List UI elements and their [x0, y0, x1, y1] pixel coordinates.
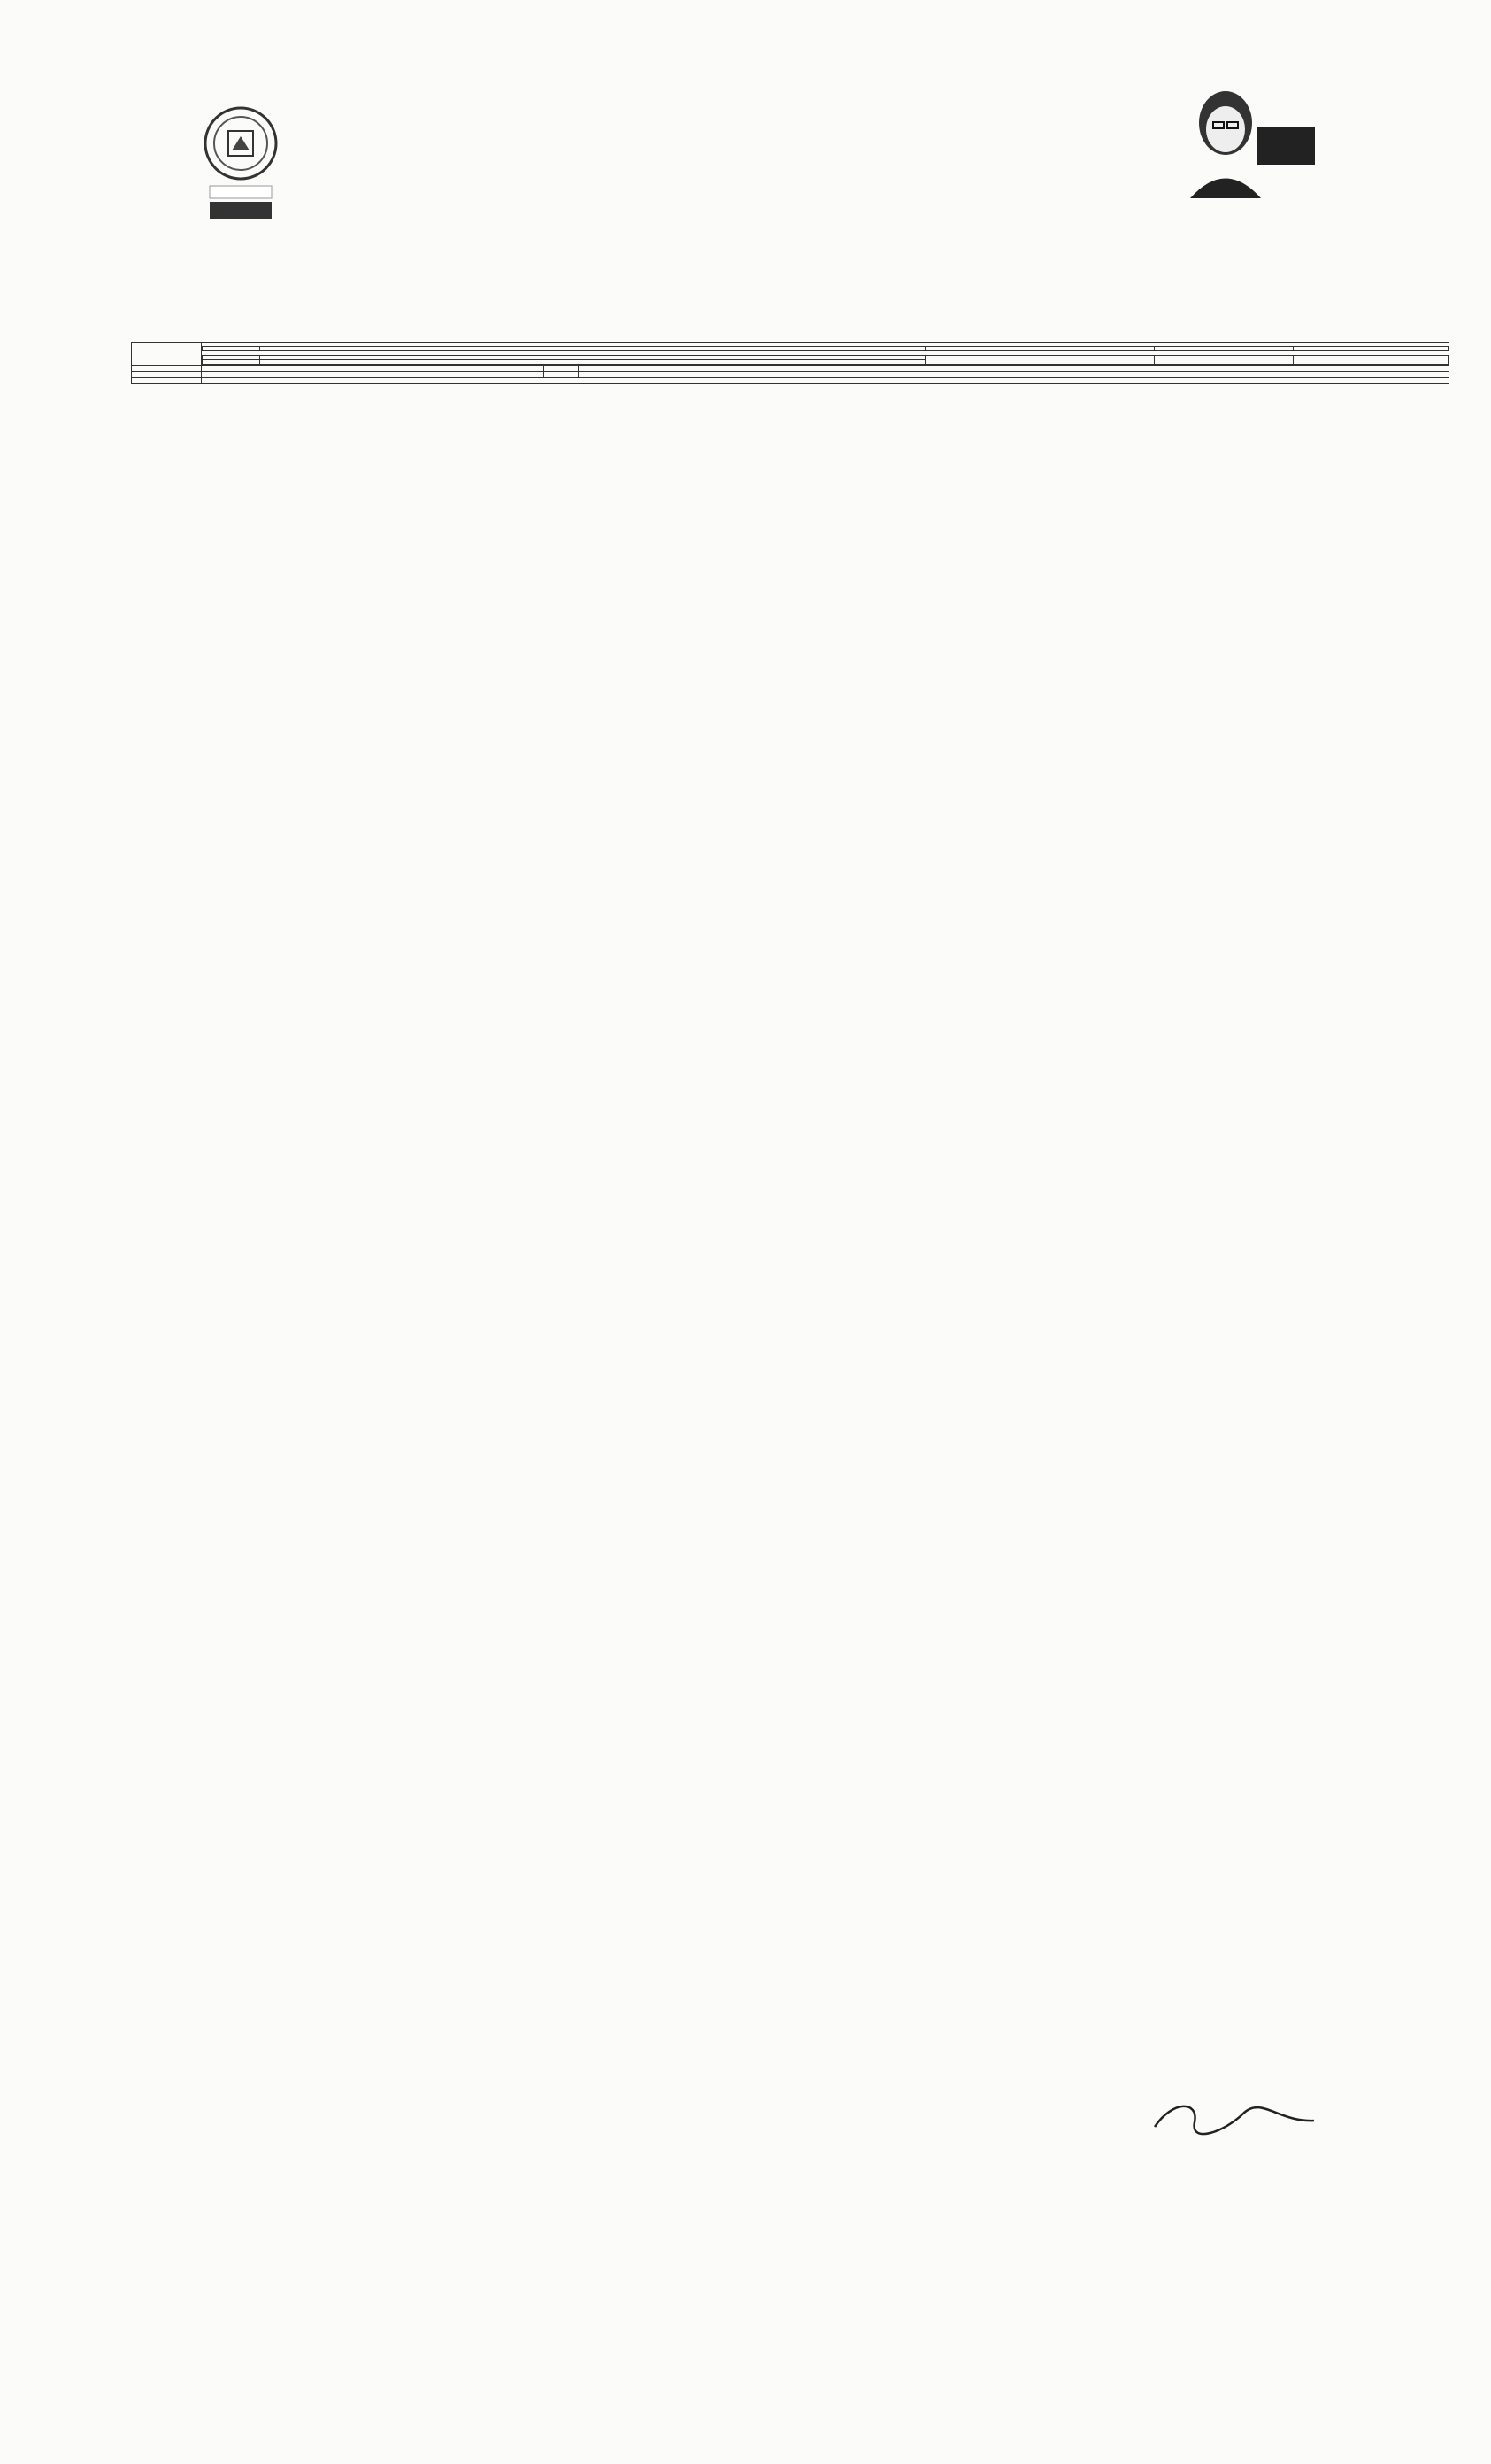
- row-sl: [132, 372, 202, 378]
- col-qty: [926, 347, 1155, 351]
- table-row: [132, 372, 1449, 378]
- sale-price: [1155, 356, 1294, 365]
- items-header: [203, 347, 1449, 351]
- letterhead: [0, 62, 1491, 65]
- row-value: [202, 378, 1449, 384]
- row-sl: [132, 366, 202, 372]
- col-desc: [260, 347, 926, 351]
- sale-desc: [260, 360, 926, 365]
- row-value: [579, 372, 1449, 378]
- table-row: [132, 343, 1449, 366]
- sale-sl: [203, 360, 260, 365]
- sale-items-table: [202, 355, 1449, 365]
- tender-table: [131, 342, 1449, 384]
- mujib-100-logo-icon: [1172, 74, 1358, 198]
- signature-block: [1049, 2096, 1420, 2149]
- row-label: [202, 372, 544, 378]
- signature-icon: [1146, 2096, 1323, 2140]
- sale-deposit: [1294, 356, 1449, 365]
- row-value: [579, 366, 1449, 372]
- table-row: [132, 378, 1449, 384]
- row-sep: [544, 372, 579, 378]
- row-label: [202, 366, 544, 372]
- row-sep: [544, 366, 579, 372]
- row-sl: [132, 378, 202, 384]
- table-row: [132, 366, 1449, 372]
- row-sl: [132, 343, 202, 366]
- col-sl: [203, 347, 260, 351]
- sale-qty: [926, 356, 1155, 365]
- police-emblem-icon: [196, 99, 285, 223]
